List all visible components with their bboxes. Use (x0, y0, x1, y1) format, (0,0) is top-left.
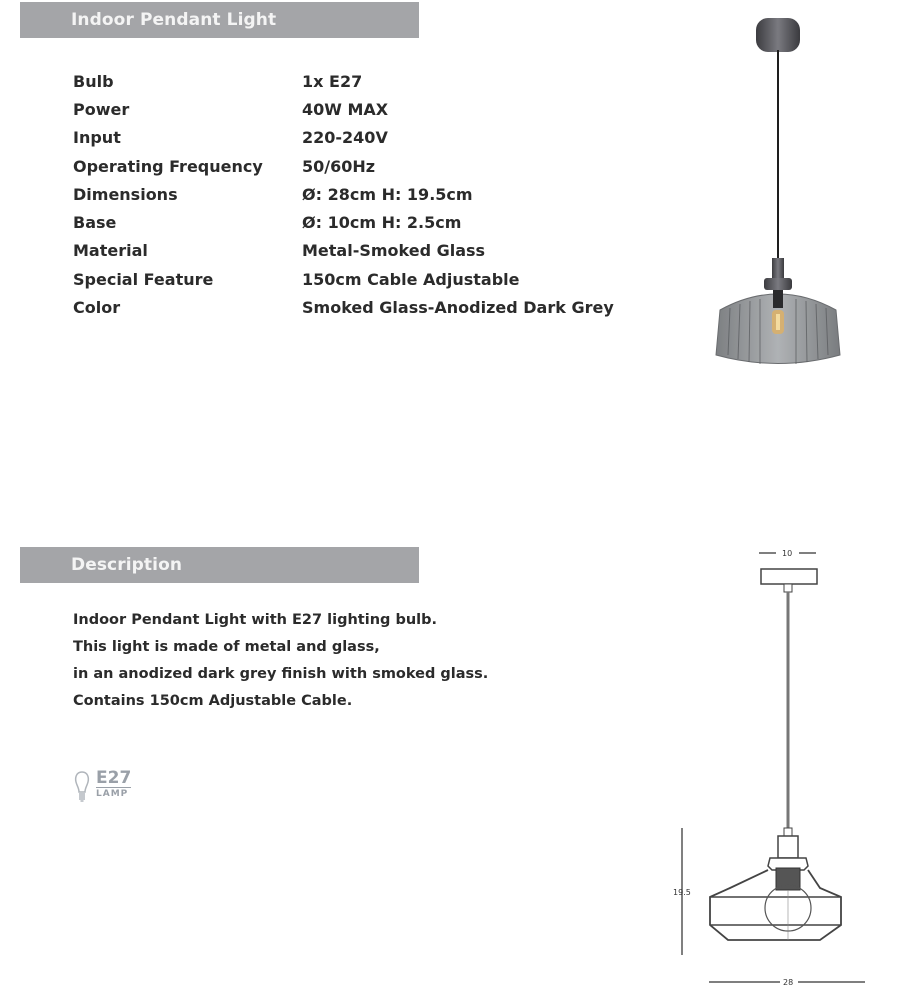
description-text (73, 607, 488, 715)
spec-row (73, 67, 614, 95)
spec-row (73, 208, 614, 236)
spec-label: Dimensions (73, 184, 178, 204)
spec-value: 1x E27 (302, 71, 363, 91)
spec-value: 150cm Cable Adjustable (302, 269, 520, 289)
spec-label: Input (73, 128, 121, 148)
lamp-label: LAMP (96, 787, 131, 799)
technical-drawing (660, 540, 899, 1000)
spec-row (73, 180, 614, 208)
spec-table (73, 67, 614, 322)
e27-lamp-badge (74, 770, 144, 810)
base-width-dimension: 10 (782, 549, 793, 558)
spec-label: Power (73, 99, 130, 119)
description-line: in an anodized dark grey finish with smoked glass. (73, 666, 489, 682)
spec-value: Metal-Smoked Glass (302, 241, 486, 261)
spec-row (73, 265, 614, 293)
spec-label: Special Feature (73, 269, 214, 289)
spec-label: Color (73, 298, 121, 318)
description-line: Contains 150cm Adjustable Cable. (73, 693, 353, 709)
lamp-code: E27 (96, 768, 132, 788)
spec-row (73, 237, 614, 265)
spec-label: Base (73, 213, 117, 233)
specs-section-header (20, 2, 419, 38)
description-line: This light is made of metal and glass, (73, 639, 380, 655)
spec-value: 40W MAX (302, 99, 389, 119)
spec-value: Ø: 28cm H: 19.5cm (302, 184, 473, 204)
description-line: Indoor Pendant Light with E27 lighting bulb. (73, 612, 438, 628)
height-dimension: 19.5 (673, 888, 691, 897)
spec-row (73, 124, 614, 152)
spec-value: Ø: 10cm H: 2.5cm (302, 213, 462, 233)
spec-row (73, 95, 614, 123)
spec-label: Bulb (73, 71, 114, 91)
spec-label: Operating Frequency (73, 156, 263, 176)
spec-row (73, 152, 614, 180)
description-section-title: Description (71, 555, 183, 575)
spec-label: Material (73, 241, 148, 261)
diameter-dimension: 28 (783, 978, 794, 987)
product-photo (700, 10, 880, 380)
spec-value: 50/60Hz (302, 156, 376, 176)
specs-section-title: Indoor Pendant Light (71, 10, 277, 30)
spec-row (73, 293, 614, 321)
bulb-icon (74, 770, 90, 804)
description-section-header (20, 547, 419, 583)
spec-value: Smoked Glass-Anodized Dark Grey (302, 298, 614, 318)
spec-value: 220-240V (302, 128, 388, 148)
